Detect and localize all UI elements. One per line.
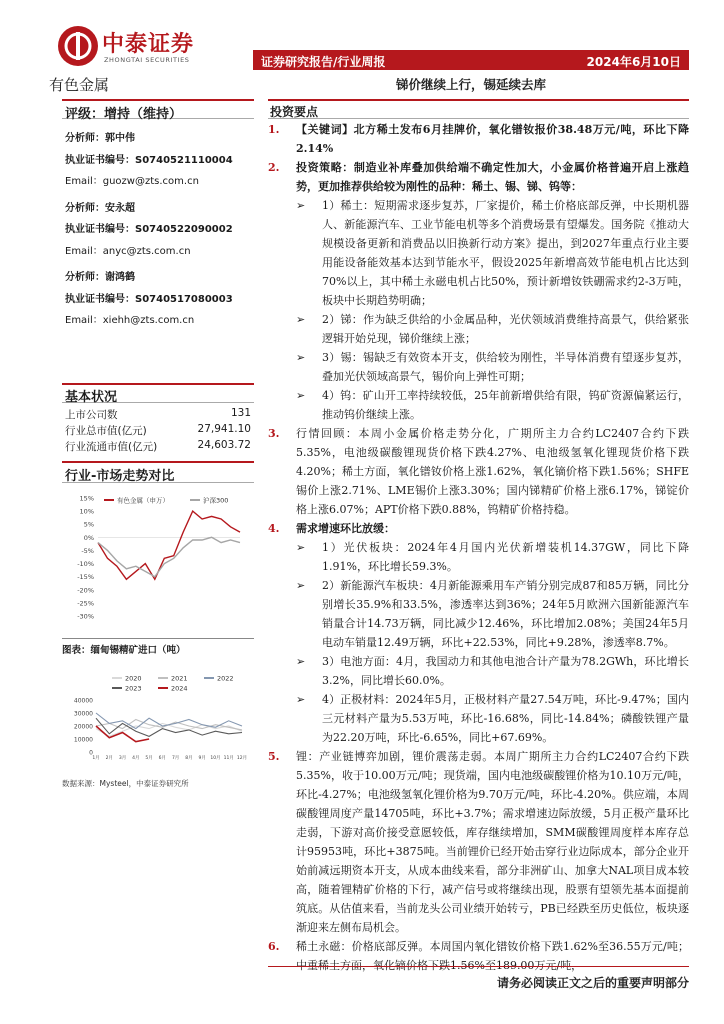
header-bar: [253, 50, 689, 70]
table-row: [62, 407, 254, 423]
y-tick-label: 5%: [83, 520, 94, 529]
sub-point: ➢ 2）新能源汽车板块：4月新能源乘用车产销分别完成87和85万辆，同比分别增长35.9%和33.5%，渗透率达到36%；24年5月欧洲六国新能源汽车销量合计14.73万辆，同比减少12.46%，环比增加2.08%；美国24年5月电动车销量12.49万辆，环比+22.53%，同比+9.28%，渗透率8.7%。: [296, 579, 689, 649]
sub-point: ➢ 1）稀土：短期需求逐步复苏，厂家提价，稀土价格底部反弹，中长期机器人、新能源汽车、工业节能电机等多个消费场景有望爆发。国务院《推动大规模设备更新和消费品以旧换新行动方案》提出，到2027年重点行业主要用能设备能效基本达到节能水平，假设2025年新增高效节能电机占比达到70%以上，其中稀土永磁电机占比50%，预计新增钕铁硼需求约2-3万吨，板块中长期趋势明确；: [296, 199, 689, 307]
x-tick-label: 3月: [118, 756, 127, 760]
row-value: 131: [230, 407, 251, 419]
sub-point: ➢ 3）锡：锡缺乏有效资本开支，供给较为刚性，半导体消费有望逐步复苏，叠加光伏领域高景气，锡价向上弹性可期；: [296, 351, 689, 383]
row-label: 上市公司数: [65, 409, 118, 421]
analyst-name: 分析师：安永超: [65, 202, 135, 214]
analyst-cert: 执业证书编号：S0740517080003: [65, 293, 233, 305]
report-category: 证券研究报告/行业周报: [261, 55, 386, 69]
x-tick-label: 2月: [105, 756, 113, 760]
x-tick-label: 5月: [145, 756, 153, 760]
y-tick-label: -25%: [77, 599, 94, 608]
legend-label: 2024: [171, 684, 188, 693]
point-1: 1. 【关键词】北方稀土发布6月挂牌价，氧化镨钕报价38.48万元/吨，环比下降2.14%: [268, 120, 689, 158]
x-tick-label: 1月: [92, 756, 100, 760]
y-tick-label: 10%: [79, 507, 94, 516]
logo-emblem-icon: [58, 26, 98, 66]
y-tick-label: -5%: [81, 546, 94, 555]
point-3: 3. 行情回顾：本周小金属价格走势分化，广期所主力合约LC2407合约下跌5.35%，电池级碳酸锂现货价格下跌4.27%、电池级氢氧化锂现货价格下跌4.20%；稀土方面，氧化镨钕价格上涨1.62%，氧化镝价格下跌1.56%；SHFE锡价上涨2.71%、LME锡价上涨3.30%；国内锑精矿价格上涨6.17%，锑锭价格上涨6.07%；APT价格下跌0.88%，钨精矿价格持稳。: [268, 424, 689, 519]
sub-point: ➢ 4）钨：矿山开工率持续较低，25年前新增供给有限，钨矿资源偏紧运行，推动钨价继续上涨。: [296, 389, 689, 421]
point-text: 投资策略：制造业补库叠加供给端不确定性加大，小金属价格普遍开启上涨趋势，更加推荐供给较为刚性的品种：稀土、锡、锑、钨等：: [296, 161, 689, 193]
analyst-list: [62, 126, 254, 330]
company-logo: [58, 24, 208, 70]
point-text: 行情回顾：本周小金属价格走势分化，广期所主力合约LC2407合约下跌5.35%，电池级碳酸锂现货价格下跌4.27%、电池级氢氧化锂现货价格下跌4.20%；稀土方面，氧化镨钕价格上涨1.62%，氧化镝价格下跌1.56%；SHFE锡价上涨2.71%、LME锡价上涨3.30%；国内锑精矿价格上涨6.17%，锑锭价格上涨6.07%；APT价格下跌0.88%，钨精矿价格持稳。: [296, 427, 689, 516]
table-row: [62, 423, 254, 439]
analyst-cert: 执业证书编号：S0740522090002: [65, 224, 233, 236]
point-6: 6. 稀土永磁：价格底部反弹。本周国内氧化镨钕价格下跌1.62%至36.55万元/吨；中重稀土方面，氧化镝价格下跌1.56%至189.00万元/吨，: [268, 937, 689, 975]
rating: 评级：增持（维持）: [62, 99, 254, 119]
y-tick-label: 30000: [73, 710, 93, 718]
footer-divider: [268, 966, 689, 967]
analyst-email[interactable]: Email：guozw@zts.com.cn: [65, 176, 199, 188]
right-column: [268, 99, 689, 975]
row-value: 27,941.10: [197, 423, 251, 435]
row-value: 24,603.72: [197, 439, 251, 451]
left-column: [62, 99, 254, 330]
x-tick-label: 8月: [185, 756, 193, 760]
sub-point: ➢ 1）光伏板块：2024年4月国内光伏新增装机14.37GW，同比下降1.91%，环比增长59.3%。: [296, 541, 689, 573]
y-tick-label: 20000: [73, 723, 93, 731]
point-text: 锂：产业链博弈加剧，锂价震荡走弱。本周广期所主力合约LC2407合约下跌5.35%，收于10.00万元/吨；现货端，国内电池级碳酸锂价格为10.10万元/吨，环比-4.27%；电池级氢氧化锂价格为9.70万元/吨，环比-4.20%。供应端，本周碳酸锂周度产量14705吨，环比+3.7%；需求增速边际放缓，5月正极产量环比走弱，下游对高价接受意愿较低，库存继续增加，SMM碳酸锂周度样本库存总计95953吨，环比+3875吨。当前锂价已经开始击穿行业边际成本，部分企业开始前减远期资本开支，从成本曲线来看，部分非洲矿山、加拿大NAL项目成本较高，随着锂精矿价格的下行，减产信号或将继续出现，股票有望领先基本面提前筑底。从估值来看，当前龙头公司业绩开始转亏，PB已经跌至历史低位，板块逐渐迎来左侧布局机会。: [296, 750, 689, 934]
x-tick-label: 7月: [171, 756, 180, 760]
footer-disclaimer: 请务必阅读正文之后的重要声明部分: [496, 976, 689, 990]
point-text: 需求增速环比放缓：: [296, 522, 395, 535]
x-tick-label: 11月: [223, 756, 234, 760]
x-tick-label: 12月: [236, 756, 248, 760]
analyst-email[interactable]: Email：anyc@zts.com.cn: [65, 245, 191, 257]
data-source: 数据来源：Mysteel，中泰证券研究所: [62, 779, 189, 788]
basic-status-title: 基本状况: [62, 383, 254, 403]
y-tick-label: 0: [89, 749, 93, 757]
y-tick-label: 15%: [79, 494, 94, 503]
row-label: 行业总市值(亿元): [65, 425, 147, 437]
y-tick-label: -20%: [77, 586, 94, 595]
chart2-title: 图表：缅甸锡精矿进口（吨）: [62, 638, 254, 656]
legend-label: 2021: [171, 674, 188, 683]
analyst-cert: 执业证书编号：S0740521110004: [65, 154, 233, 166]
basic-status-table: [62, 407, 254, 455]
analyst-email[interactable]: Email：xiehh@zts.com.cn: [65, 315, 195, 327]
logo-subtext: ZHONGTAI SECURITIES: [104, 56, 190, 64]
investment-content: [268, 120, 689, 975]
sector-title: 有色金属: [49, 76, 110, 94]
y-tick-label: 0%: [83, 533, 94, 542]
series-line-1: [98, 511, 240, 579]
analyst-name: 分析师：郭中伟: [65, 133, 135, 145]
legend-label: 沪深300: [203, 496, 229, 505]
trend-title: 行业-市场走势对比: [62, 461, 254, 483]
point-5: 5. 锂：产业链博弈加剧，锂价震荡走弱。本周广期所主力合约LC2407合约下跌5.35%，收于10.00万元/吨；现货端，国内电池级碳酸锂价格为10.10万元/吨，环比-4.27%；电池级氢氧化锂价格为9.70万元/吨，环比-4.20%。供应端，本周碳酸锂周度产量14705吨，环比+3.7%；需求增速边际放缓，5月正极产量环比走弱，下游对高价接受意愿较低，库存继续增加，SMM碳酸锂周度样本库存总计95953吨，环比+3875吨。当前锂价已经开始击穿行业边际成本，部分企业开始前减远期资本开支，从成本曲线来看，部分非洲矿山、加拿大NAL项目成本较高，随着锂精矿价格的下行，减产信号或将继续出现，股票有望领先基本面提前筑底。从估值来看，当前龙头公司业绩开始转亏，PB已经跌至历史低位，板块逐渐迎来左侧布局机会。: [268, 747, 689, 937]
x-tick-label: 6月: [158, 756, 167, 760]
investment-title: 投资要点: [268, 99, 689, 119]
legend-label: 有色金属（申万）: [117, 496, 169, 505]
y-tick-label: 10000: [73, 736, 93, 744]
y-tick-label: 40000: [73, 697, 93, 705]
analyst-name: 分析师：谢鸿鹤: [65, 272, 135, 284]
report-title: 锑价继续上行，锡延续去库: [395, 77, 546, 92]
point-text: 【关键词】北方稀土发布6月挂牌价，氧化镨钕报价38.48万元/吨，环比下降2.14%: [296, 123, 689, 155]
legend-label: 2023: [125, 684, 142, 693]
legend-label: 2022: [217, 674, 234, 683]
tin-import-chart: [62, 670, 254, 760]
x-tick-label: 4月: [132, 756, 140, 760]
sub-point: ➢ 4）正极材料：2024年5月，正极材料产量27.54万吨，环比-9.47%；国内三元材料产量为5.53万吨，环比-16.68%，同比-14.84%；磷酸铁锂产量为22.20万吨，环比-6.65%，同比+67.69%。: [296, 693, 689, 744]
sub-point: ➢ 3）电池方面：4月，我国动力和其他电池合计产量为78.2GWh，环比增长3.2%，同比增长60.0%。: [296, 655, 689, 687]
point-text: 稀土永磁：价格底部反弹。本周国内氧化镨钕价格下跌1.62%至36.55万元/吨；中重稀土方面，氧化镝价格下跌1.56%至189.00万元/吨，: [296, 940, 689, 972]
y-tick-label: -15%: [77, 573, 94, 582]
y-tick-label: -10%: [77, 560, 94, 569]
sub-point: ➢ 2）锑：作为缺乏供给的小金属品种，光伏领域消费维持高景气，供给紧张逻辑开始兑现，锑价继续上涨；: [296, 313, 689, 345]
table-row: [62, 439, 254, 455]
row-label: 行业流通市值(亿元): [65, 441, 158, 453]
x-tick-label: 9月: [198, 756, 206, 760]
logo-text: 中泰证券: [102, 32, 195, 57]
market-trend-chart: [62, 492, 254, 622]
y-tick-label: -30%: [77, 612, 94, 621]
x-tick-label: 10月: [210, 756, 221, 760]
point-4: 4. 需求增速环比放缓：: [268, 519, 689, 538]
legend-label: 2020: [125, 674, 142, 683]
point-2: 2. 投资策略：制造业补库叠加供给端不确定性加大，小金属价格普遍开启上涨趋势，更加推荐供给较为刚性的品种：稀土、锡、锑、钨等：: [268, 158, 689, 196]
report-date: 2024年6月10日: [586, 55, 681, 69]
